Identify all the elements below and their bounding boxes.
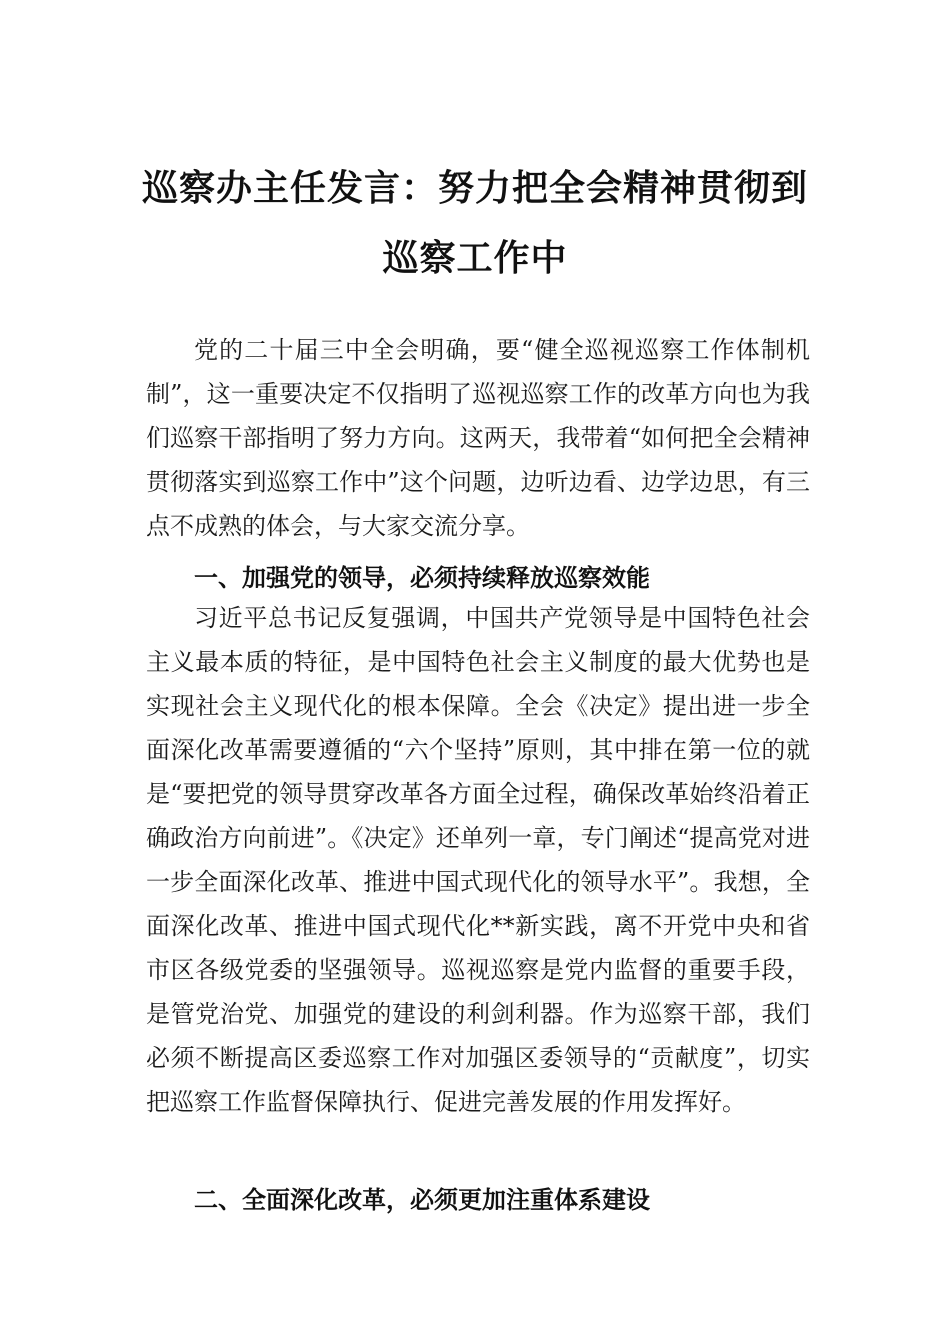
section-1-paragraph: 习近平总书记反复强调，中国共产党领导是中国特色社会主义最本质的特征，是中国特色社会主义制度的最大优势也是实现社会主义现代化的根本保障。全会《决定》提出进一步全面深化改革需要遵循的“六个坚持”原则，其中排在第一位的就是“要把党的领导贯穿改革各方面全过程，确保改革始终沿着正确政治方向前进”。《决定》还单列一章，专门阐述“提高党对进一步全面深化改革、推进中国式现代化的领导水平”。我想，全面深化改革、推进中国式现代化**新实践，离不开党中央和省市区各级党委的坚强领导。巡视巡察是党内监督的重要手段，是管党治党、加强党的建设的利剑利器。作为巡察干部，我们必须不断提高区委巡察工作对加强区委领导的“贡献度”，切实把巡察工作监督保障执行、促进完善发展的作用发挥好。 [146, 604, 810, 1116]
document-title-line-2: 巡察工作中 [382, 237, 568, 279]
section-heading-1: 一、加强党的领导，必须持续释放巡察效能 [194, 564, 650, 592]
intro-paragraph: 党的二十届三中全会明确，要“健全巡视巡察工作体制机制”，这一重要决定不仅指明了巡视巡察工作的改革方向也为我们巡察干部指明了努力方向。这两天，我带着“如何把全会精神贯彻落实到巡察工作中”这个问题，边听边看、边学边思，有三点不成熟的体会，与大家交流分享。 [146, 336, 810, 540]
document-title-line-1: 巡察办主任发言：努力把全会精神贯彻到 [141, 167, 808, 209]
section-heading-2: 二、全面深化改革，必须更加注重体系建设 [194, 1186, 650, 1214]
